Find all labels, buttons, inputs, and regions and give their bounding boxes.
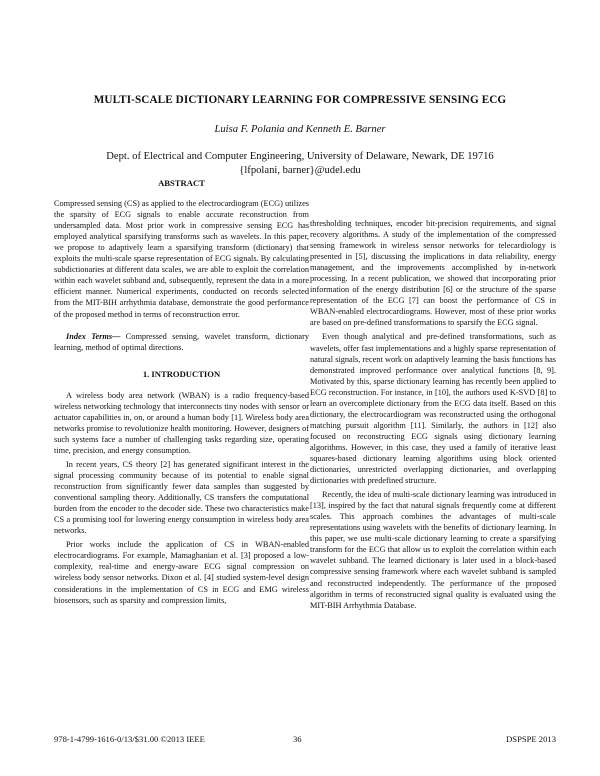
footer-page-number: 36 [293, 734, 302, 744]
abstract-heading: ABSTRACT [158, 178, 205, 188]
left-column [54, 178, 309, 606]
index-terms-text: Compressed sensing, wavelet transform, dictionary learning, method of optimal directions. [54, 331, 309, 352]
footer-isbn: 978-1-4799-1616-0/13/$31.00 ©2013 IEEE [54, 734, 205, 744]
affiliation-block [40, 150, 560, 178]
index-terms [54, 331, 309, 353]
right-paragraph-1: thresholding techniques, encoder bit-precision requirements, and signal recovery algorithms. A study of the implementation of the compressed sensing framework in wireless sensor networks for telecardiology is presented in [5], discussing the implications in data reliability, energy management, and the improvements accomplished by in-network processing. In a recent publication, we showed that incorporating prior information of the energy distribution [6] or the structure of the sparse representation of the ECG [7] can boost the performance of CS in WBAN-enabled electrocardiograms. However, most of these prior works are based on pre-defined transformations to sparsify the ECG signal. [310, 219, 556, 328]
abstract-text: Compressed sensing (CS) as applied to the electrocardiogram (ECG) utilizes the sparsity of ECG signals to enable accurate reconstruction from undersampled data. Most prior work in compressive sensing ECG has employed analytical sparsifying transforms such as wavelets. In this paper, we propose to adaptively learn a sparsifying transform (dictionary) that exploits the multi-scale sparse representation of ECG signals. By calculating subdictionaries at different data scales, we are able to exploit the correlation within each wavelet subband and, subsequently, represent the data in a more efficient manner. Numerical experiments, conducted on records selected from the MIT-BIH arrhythmia database, demonstrate the good performance of the proposed method in terms of reconstruction error. [54, 199, 309, 319]
intro-paragraph-1: A wireless body area network (WBAN) is a radio frequency-based wireless networking technology that interconnects tiny nodes with sensor or actuator capabilities in, on, or around a human body [1]. Wireless body area networks promise to revolutionize health monitoring. However, designers of such systems face a number of challenging tasks regarding size, operating time, precision, and energy consumption. [54, 390, 309, 455]
intro-paragraph-3: Prior works include the application of CS in WBAN-enabled electrocardiograms. For example, Mamaghanian et al. [3] proposed a low-complexity, real-time and energy-aware ECG signal compression on wireless body sensor networks. Dixon et al. [4] studied system-level design considerations in the implementation of CS in ECG and EMG wireless biosensors, such as sparsity and compression limits, [54, 540, 309, 605]
author-email: {lfpolani, barner}@udel.edu [239, 165, 361, 176]
intro-paragraph-2: In recent years, CS theory [2] has generated significant interest in the signal processing community because of its potential to enable signal reconstruction from significantly fewer data samples than suggested by conventional sampling theory. Additionally, CS transfers the computational burden from the encoder to the decoder side. These two characteristics make CS a promising tool for lowering energy consumption in wireless body area networks. [54, 459, 309, 536]
right-paragraph-2: Even though analytical and pre-defined transformations, such as wavelets, offer fast implementations and a highly sparse representation of natural signals, recent work on adaptively learning the basis functions has demonstrated improved performance over analytical functions [8, 9]. Motivated by this, sparse dictionary learning has recently been applied to ECG reconstruction. For instance, in [10], the authors used K-SVD [8] to learn an overcomplete dictionary from the ECG data itself. Based on this dictionary, the electrocardiogram was reconstructed using the orthogonal matching pursuit algorithm [11]. Similarly, the authors in [12] also focused on reconstructing ECG signals using dictionary learning algorithms. However, in this case, they used a family of iterative least squares-based dictionary learning algorithms using block oriented dictionaries, unrestricted overlapping dictionaries, and overlapping dictionaries with predefined structure. [310, 332, 556, 486]
intro-heading: 1. INTRODUCTION [142, 368, 221, 379]
author-list: Luisa F. Polania and Kenneth E. Barner [214, 124, 386, 135]
affiliation: Dept. of Electrical and Computer Engineering, University of Delaware, Newark, DE 19716 [106, 151, 494, 162]
paper-title: MULTI-SCALE DICTIONARY LEARNING FOR COMPRESSIVE SENSING ECG [93, 94, 507, 106]
footer-conference: DSPSPE 2013 [506, 734, 556, 744]
right-column [310, 218, 556, 611]
right-paragraph-3: Recently, the idea of multi-scale dictionary learning was introduced in [13], inspired by the fact that natural signals frequently come at different scales. This approach combines the advantages of multi-scale representations using wavelets with the benefits of dictionary learning. In this paper, we use multi-scale dictionary learning to create a sparsifying transform for the ECG that allow us to exploit the correlation within each wavelet subband. The learned dictionary is later used in a block-based compressive sensing framework where each wavelet subband is sampled and reconstructed independently. The performance of the proposed algorithm in terms of reconstructed signal quality is evaluated using the MIT-BIH Arrhythmia Database. [310, 490, 556, 610]
index-terms-label: Index Terms— [66, 331, 121, 341]
